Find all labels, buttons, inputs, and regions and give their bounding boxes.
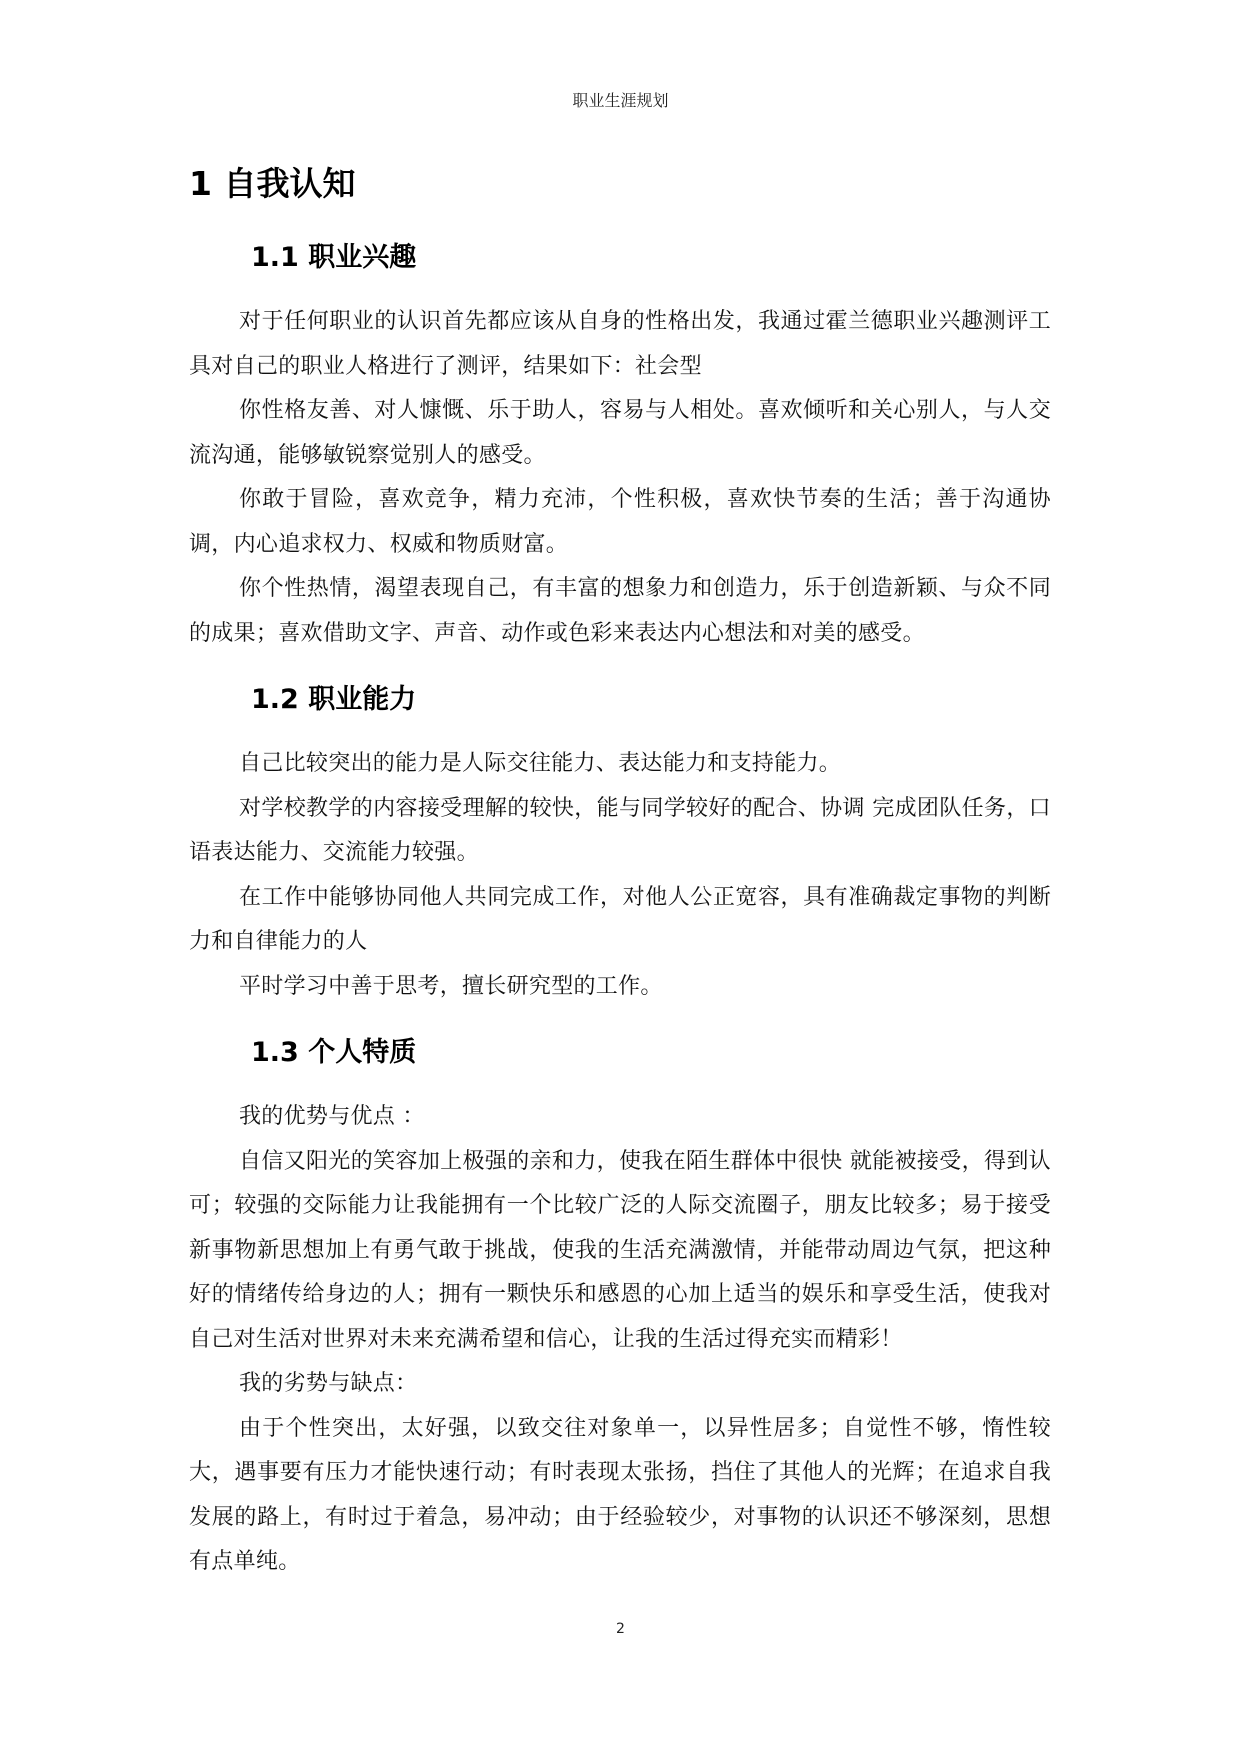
spacer xyxy=(189,656,1051,678)
section-title: 1.3 个人特质 xyxy=(251,1037,417,1068)
paragraph: 你个性热情，渴望表现自己，有丰富的想象力和创造力，乐于创造新颖、与众不同的成果；喜欢借助文字、声音、动作或色彩来表达内心想法和对美的感受。 xyxy=(189,576,1051,646)
paragraph: 你敢于冒险，喜欢竞争，精力充沛，个性积极，喜欢快节奏的生活；善于沟通协调，内心追求权力、权威和物质财富。 xyxy=(189,487,1051,557)
spacer xyxy=(189,1009,1051,1031)
paragraph: 对学校教学的内容接受理解的较快，能与同学较好的配合、协调 完成团队任务，口语表达能力、交流能力较强。 xyxy=(189,795,1051,865)
paragraph: 自己比较突出的能力是人际交往能力、表达能力和支持能力。 xyxy=(239,751,842,776)
paragraph: 我的劣势与缺点： xyxy=(239,1371,418,1396)
chapter-title: 1 自我认知 xyxy=(189,164,356,203)
paragraph: 由于个性突出，太好强，以致交往对象单一，以异性居多；自觉性不够，惰性较大，遇事要有压力才能快速行动；有时表现太张扬，挡住了其他人的光辉；在追求自我发展的路上，有时过于着急，易冲动；由于经验较少，对事物的认识还不够深刻，思想有点单纯。 xyxy=(189,1415,1051,1574)
paragraph: 在工作中能够协同他人共同完成工作，对他人公正宽容，具有准确裁定事物的判断力和自律能力的人 xyxy=(189,884,1051,954)
paragraph: 对于任何职业的认识首先都应该从自身的性格出发，我通过霍兰德职业兴趣测评工具对自己的职业人格进行了测评，结果如下：社会型 xyxy=(189,309,1051,379)
paragraph: 你性格友善、对人慷慨、乐于助人，容易与人相处。喜欢倾听和关心别人，与人交流沟通，能够敏锐察觉别人的感受。 xyxy=(189,398,1051,468)
section-title: 1.2 职业能力 xyxy=(251,684,417,715)
page-number: 2 xyxy=(616,1621,625,1637)
page-header: 职业生涯规划 xyxy=(572,91,669,110)
paragraph: 我的优势与优点 ： xyxy=(239,1104,425,1129)
paragraph: 平时学习中善于思考，擅长研究型的工作。 xyxy=(239,973,663,999)
document-body xyxy=(189,158,1051,1585)
paragraph: 自信又阳光的笑容加上极强的亲和力，使我在陌生群体中很快 就能被接受，得到认可；较强的交际能力让我能拥有一个比较广泛的人际交流圈子，朋友比较多；易于接受新事物新思想加上有勇气敢于挑战，使我的生活充满激情，并能带动周边气氛，把这种好的情绪传给身边的人；拥有一颗快乐和感恩的心加上适当的娱乐和享受生活，使我对自己对生活对世界对未来充满希望和信心，让我的生活过得充实而精彩！ xyxy=(189,1148,1051,1352)
section-title: 1.1 职业兴趣 xyxy=(251,242,417,273)
